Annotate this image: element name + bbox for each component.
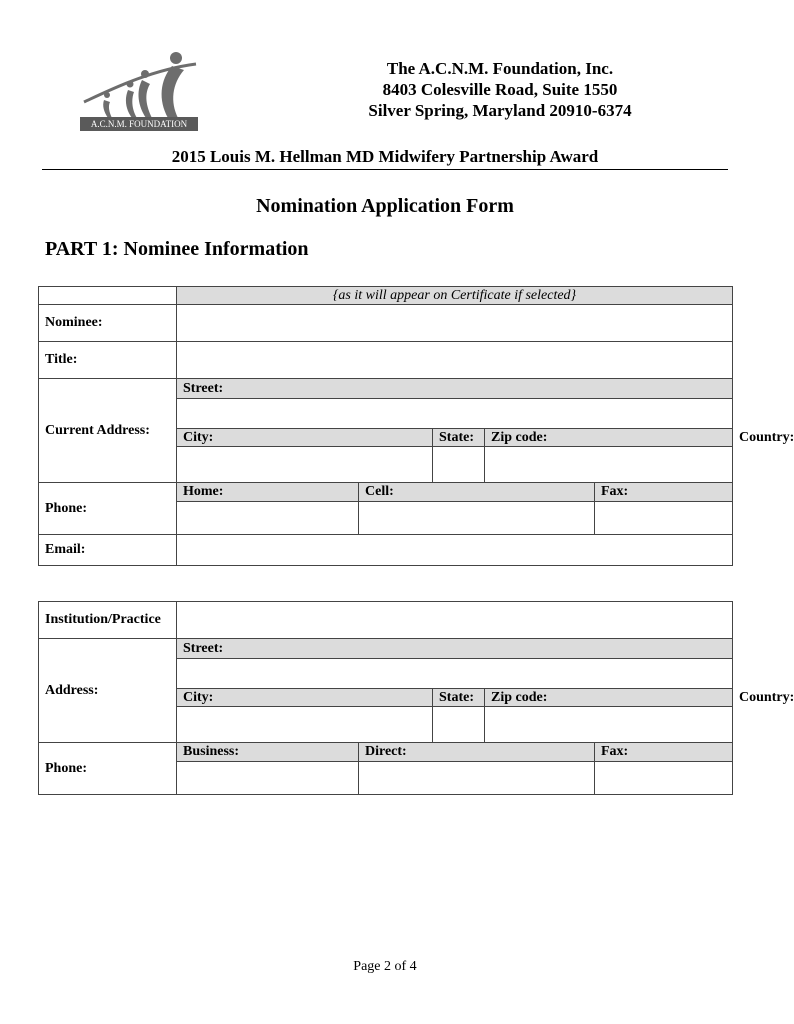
acnm-foundation-logo (80, 50, 200, 132)
institution-info-table: Institution/Practice Address: Street: City: State: Zip code: Country: Phone: Business: Direct: Fax: (38, 601, 733, 795)
form-title: Nomination Application Form (256, 195, 514, 217)
address-line-2: Silver Spring, Maryland 20910-6374 (368, 101, 632, 120)
city-field[interactable] (177, 447, 433, 483)
nominee-label: Nominee: (39, 305, 177, 342)
fax-field[interactable] (595, 502, 733, 535)
current-address-label: Current Address: (39, 379, 177, 483)
institution-state-field[interactable] (433, 707, 485, 743)
nominee-field[interactable] (177, 305, 733, 342)
institution-zip-code-field[interactable] (485, 707, 733, 743)
business-phone-label: Business: (177, 743, 359, 762)
nominee-info-table: {as it will appear on Certificate if selected} Nominee: Title: Current Address: Street: City: State: Zip code: Country: Phone: Home: Cell: Fax: Email: (38, 286, 733, 566)
zip-code-field[interactable] (485, 447, 733, 483)
city-label: City: (177, 429, 433, 447)
phone-label: Phone: (39, 483, 177, 535)
institution-fax-label: Fax: (595, 743, 733, 762)
street-label: Street: (177, 379, 733, 399)
direct-phone-label: Direct: (359, 743, 595, 762)
institution-address-label: Address: (39, 639, 177, 743)
institution-street-field[interactable] (177, 659, 733, 689)
fax-label: Fax: (595, 483, 733, 502)
award-title: 2015 Louis M. Hellman MD Midwifery Partnership Award (171, 147, 599, 166)
title-label: Title: (39, 342, 177, 379)
title-field[interactable] (177, 342, 733, 379)
institution-city-field[interactable] (177, 707, 433, 743)
zip-code-label: Zip code: (485, 429, 733, 447)
corner-cell (39, 287, 177, 305)
header-divider (42, 169, 728, 170)
address-line-1: 8403 Colesville Road, Suite 1550 (382, 80, 618, 99)
state-label: State: (433, 429, 485, 447)
institution-fax-field[interactable] (595, 762, 733, 795)
business-phone-field[interactable] (177, 762, 359, 795)
institution-phone-label: Phone: (39, 743, 177, 795)
page-number: Page 2 of 4 (353, 959, 417, 974)
institution-street-label: Street: (177, 639, 733, 659)
institution-state-label: State: (433, 689, 485, 707)
logo-text: A.C.N.M. FOUNDATION (80, 117, 198, 131)
cell-phone-label: Cell: (359, 483, 595, 502)
organization-address-block (300, 58, 700, 121)
cell-phone-field[interactable] (359, 502, 595, 535)
institution-label: Institution/Practice (39, 602, 177, 639)
direct-phone-field[interactable] (359, 762, 595, 795)
institution-city-label: City: (177, 689, 433, 707)
email-label: Email: (39, 535, 177, 566)
email-field[interactable] (177, 535, 733, 566)
institution-zip-code-label: Zip code: (485, 689, 733, 707)
home-phone-label: Home: (177, 483, 359, 502)
part1-title: PART 1: Nominee Information (45, 238, 309, 260)
street-field[interactable] (177, 399, 733, 429)
state-field[interactable] (433, 447, 485, 483)
institution-field[interactable] (177, 602, 733, 639)
home-phone-field[interactable] (177, 502, 359, 535)
certificate-note: {as it will appear on Certificate if selected} (177, 287, 733, 305)
org-name: The A.C.N.M. Foundation, Inc. (386, 59, 614, 78)
